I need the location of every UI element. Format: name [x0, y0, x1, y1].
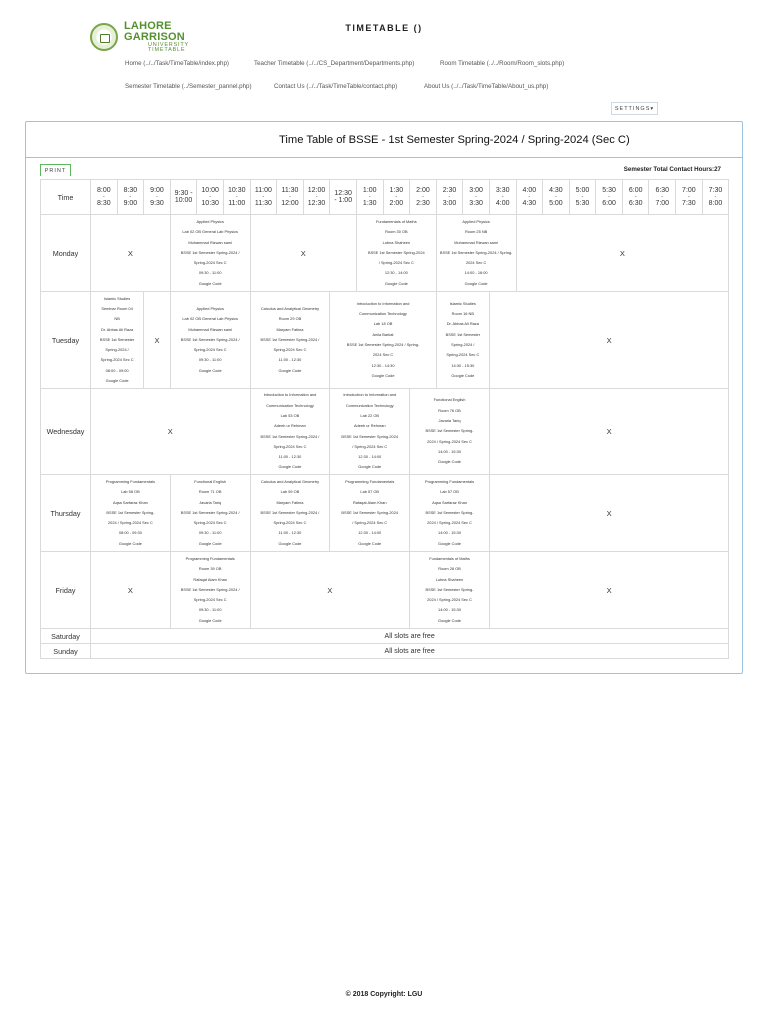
- google-code-link[interactable]: Google Code: [451, 372, 475, 378]
- day-label: Friday: [41, 552, 91, 629]
- class-detail-line: Introduction to Information and: [343, 392, 397, 398]
- class-detail-line: BSSE 1st Semester Spring-2024 /: [260, 509, 320, 515]
- class-detail-line: 12:30 - 14:00: [358, 530, 382, 536]
- day-label: Thursday: [41, 475, 91, 552]
- class-detail-line: / Spring-2024 Sec C: [352, 520, 388, 526]
- class-detail-line: Spring-2024 Sec C: [193, 597, 227, 603]
- class-detail-line: 2024 / Spring-2024 Sec C: [108, 520, 153, 526]
- google-code-link[interactable]: Google Code: [105, 378, 129, 384]
- class-detail-line: 2024 / Spring-2024 Sec C: [427, 438, 472, 444]
- class-session-cell[interactable]: [436, 292, 489, 389]
- class-detail-line: Islamic Studies: [449, 300, 476, 306]
- time-slot-header: 6:30 - 7:00: [649, 180, 676, 215]
- time-slot-header: 2:00 - 2:30: [410, 180, 437, 215]
- google-code-link[interactable]: Google Code: [198, 280, 222, 286]
- google-code-link[interactable]: Google Code: [438, 540, 461, 546]
- class-detail-line: Spring-2024 Sec C: [446, 352, 480, 358]
- class-detail-line: Rafaqat Alam Khan: [352, 499, 387, 505]
- time-slot-header: 11:30 - 12:00: [277, 180, 304, 215]
- logo-text: LAHORE GARRISON: [124, 19, 185, 43]
- class-detail-line: Applied Physics: [196, 305, 224, 311]
- class-detail-line: / Spring-2024 Sec C: [352, 443, 388, 449]
- class-detail-line: Rafaqat Alam Khan: [193, 576, 227, 582]
- class-detail-line: Functional English: [194, 478, 227, 484]
- empty-slot-cell: X: [91, 552, 171, 629]
- class-detail-line: Communication Technology: [266, 402, 314, 408]
- time-slot-header: 1:30 - 2:00: [383, 180, 410, 215]
- class-detail-line: BSSE 1st Semester Spring-2024 /: [260, 336, 320, 342]
- google-code-link[interactable]: Google Code: [278, 367, 302, 373]
- day-label: Saturday: [41, 629, 91, 644]
- time-slot-header: 8:00 - 8:30: [91, 180, 118, 215]
- class-detail-line: 2024 Sec C: [465, 260, 487, 266]
- class-detail-line: Lab 02 OB General Lab Physics: [182, 229, 238, 235]
- class-detail-line: 2024 Sec C: [372, 352, 394, 358]
- class-detail-line: 11:00 - 12:30: [278, 454, 302, 460]
- nav-contact-link[interactable]: Contact Us (../../Task/TimeTable/contact.php): [274, 83, 398, 90]
- class-detail-line: Dr. Abbas Ali Raza: [446, 321, 479, 327]
- class-detail-line: Spring-2024 Sec C: [193, 260, 227, 266]
- day-row-friday: [41, 552, 729, 629]
- class-detail-line: 09:30 - 11:00: [198, 530, 222, 536]
- class-detail-line: Aqsa Sarfaraz Khan: [112, 499, 148, 505]
- nav-menu: [0, 0, 768, 100]
- class-detail-line: Lab 18 OB: [373, 321, 393, 327]
- class-detail-line: 12:30 - 14:30: [371, 362, 395, 368]
- class-detail-line: 14:00 - 15:30: [438, 607, 461, 613]
- day-row-thursday: [41, 475, 729, 552]
- class-detail-line: BSSE 1st Semester Spring-2024 / Spring-: [346, 342, 420, 347]
- class-detail-line: 14:00 - 15:30: [438, 530, 461, 536]
- class-detail-line: 08:00 - 09:00: [105, 367, 129, 373]
- class-detail-line: Spring-2024 Sec C: [100, 357, 134, 363]
- day-row-saturday: [41, 629, 729, 644]
- class-detail-line: Fundamentals of Maths: [429, 555, 470, 561]
- class-detail-line: BSSE 1st Semester Spring-2024 /: [180, 509, 240, 515]
- class-detail-line: Programming Fundamentals: [345, 478, 395, 484]
- time-slot-header: 4:00 - 4:30: [516, 180, 543, 215]
- class-session-cell[interactable]: [170, 215, 250, 292]
- nav-room-timetable-link[interactable]: Room Timetable (../../Room/Room_slots.php): [440, 60, 565, 67]
- google-code-link[interactable]: Google Code: [278, 464, 302, 470]
- class-session-cell[interactable]: [330, 389, 410, 475]
- class-detail-line: Lubna Shaheen: [435, 576, 464, 582]
- class-session-cell[interactable]: [170, 292, 250, 389]
- day-label: Wednesday: [41, 389, 91, 475]
- class-detail-line: Spring-2024 Sec C: [273, 443, 307, 449]
- class-detail-line: 09:30 - 11:00: [198, 607, 222, 613]
- google-code-link[interactable]: Google Code: [438, 459, 461, 465]
- class-detail-line: Aqsa Sarfaraz Khan: [432, 499, 467, 505]
- panel-header: [26, 122, 742, 158]
- time-slot-header: 7:00 - 7:30: [676, 180, 703, 215]
- class-detail-line: Room 29 OB: [278, 316, 302, 322]
- class-detail-line: Muhammad Rizwan sami: [454, 239, 498, 245]
- class-detail-line: NB: [114, 316, 120, 322]
- time-slot-header: 5:30 - 6:00: [596, 180, 623, 215]
- class-detail-line: BSSE 1st Semester Spring-: [425, 428, 474, 434]
- google-code-link[interactable]: Google Code: [438, 617, 461, 623]
- class-detail-line: Spring-2024 Sec C: [193, 347, 227, 353]
- class-detail-line: Room 25 NB: [464, 229, 488, 235]
- class-detail-line: Spring-2024 Sec C: [193, 520, 227, 526]
- class-detail-line: Calculus and Analytical Geometry: [260, 478, 320, 484]
- class-detail-line: Introduction to Information and: [356, 300, 410, 306]
- class-detail-line: BSSE 1st Semester Spring-2024 / Spring-: [439, 249, 513, 255]
- time-slot-header: 10:30 - 11:00: [223, 180, 250, 215]
- class-detail-line: 08:00 - 09:30: [118, 530, 142, 536]
- class-session-cell[interactable]: [250, 292, 330, 389]
- class-detail-line: Room 39 OB: [198, 566, 222, 572]
- class-detail-line: 09:30 - 11:00: [198, 270, 222, 276]
- time-slot-header: 12:00 - 12:30: [303, 180, 330, 215]
- logo-subtext: UNIVERSITY TIMETABLE: [148, 41, 189, 53]
- nav-about-link[interactable]: About Us (../../Task/TimeTable/About_us.php): [424, 83, 549, 90]
- timetable-panel: [25, 121, 743, 674]
- class-detail-line: BSSE 1st Semester: [99, 336, 135, 342]
- google-code-link[interactable]: Google Code: [198, 367, 222, 373]
- day-row-monday: [41, 215, 729, 292]
- time-slot-header: 4:30 - 5:00: [543, 180, 570, 215]
- time-slot-header: 9:00 - 9:30: [144, 180, 171, 215]
- class-detail-line: Lab 59 OB: [280, 489, 300, 495]
- class-detail-line: Islamic Studies: [104, 295, 131, 301]
- class-detail-line: 09:30 - 11:00: [198, 357, 222, 363]
- empty-slot-cell: X: [250, 215, 356, 292]
- google-code-link[interactable]: Google Code: [198, 617, 222, 623]
- class-detail-line: Programming Fundamentals: [105, 478, 155, 484]
- day-label: Sunday: [41, 644, 91, 659]
- free-slots-cell: All slots are free: [91, 644, 729, 659]
- time-slot-header: 8:30 - 9:00: [117, 180, 144, 215]
- class-detail-line: 14:30 - 15:30: [451, 362, 475, 368]
- class-detail-line: Maryam Fatima: [276, 499, 304, 505]
- google-code-link[interactable]: Google Code: [278, 540, 302, 546]
- class-session-cell[interactable]: [250, 389, 330, 475]
- class-session-cell[interactable]: [410, 389, 490, 475]
- free-slots-cell: All slots are free: [91, 629, 729, 644]
- time-slot-header: 10:00 - 10:30: [197, 180, 224, 215]
- class-detail-line: Lab 53 OB: [280, 412, 300, 418]
- contact-hours: Semester Total Contact Hours:27: [623, 166, 721, 173]
- class-detail-line: Applied Physics: [196, 218, 224, 224]
- class-session-cell[interactable]: [91, 292, 144, 389]
- class-detail-line: Seminar Room 04: [101, 305, 133, 311]
- day-row-wednesday: [41, 389, 729, 475]
- class-detail-line: 14:00 - 16:00: [464, 270, 488, 276]
- google-code-link[interactable]: Google Code: [371, 372, 395, 378]
- class-detail-line: BSSE 1st Semester Spring-: [425, 509, 474, 515]
- empty-slot-cell: X: [250, 552, 410, 629]
- google-code-link[interactable]: Google Code: [198, 540, 222, 546]
- class-session-cell[interactable]: [436, 215, 516, 292]
- google-code-link[interactable]: Google Code: [464, 280, 488, 286]
- class-session-cell[interactable]: [410, 475, 490, 552]
- class-detail-line: 12:30 - 14:00: [358, 454, 382, 460]
- class-detail-line: 14:00 - 15:30: [438, 448, 461, 454]
- day-row-tuesday: [41, 292, 729, 389]
- class-detail-line: 11:00 - 12:30: [278, 530, 302, 536]
- class-detail-line: Calculus and Analytical Geometry: [260, 305, 320, 311]
- class-detail-line: Spring-2024 Sec C: [273, 347, 307, 353]
- class-detail-line: BSSE 1st Semester Spring-2024: [341, 509, 399, 515]
- empty-slot-cell: X: [489, 292, 728, 389]
- class-session-cell[interactable]: [356, 215, 436, 292]
- time-slot-header: 11:00 - 11:30: [250, 180, 277, 215]
- time-slot-header: 12:30 - 1:00: [330, 180, 357, 215]
- empty-slot-cell: X: [91, 215, 171, 292]
- class-session-cell[interactable]: [170, 552, 250, 629]
- time-slot-header: 7:30 - 8:00: [702, 180, 729, 215]
- class-detail-line: Spring-2024 /: [105, 347, 129, 353]
- timetable-title: Time Table of BSSE - 1st Semester Spring-2024 / Spring-2024 (Sec C): [279, 134, 630, 146]
- google-code-link[interactable]: Google Code: [384, 280, 408, 286]
- day-label: Tuesday: [41, 292, 91, 389]
- class-detail-line: BSSE 1st Semester Spring-2024: [341, 433, 399, 439]
- class-detail-line: Communication Technology: [359, 311, 407, 317]
- time-slot-header: 6:00 - 6:30: [622, 180, 649, 215]
- time-slot-header: 3:00 - 3:30: [463, 180, 490, 215]
- empty-slot-cell: X: [489, 389, 728, 475]
- nav-semester-timetable-link[interactable]: Semester Timetable (../Semester_pannel.php): [125, 83, 252, 90]
- class-detail-line: Muhammad Rizwan sami: [188, 239, 233, 245]
- class-detail-line: Lab 22 OB: [360, 412, 380, 418]
- class-detail-line: BSSE 1st Semester Spring-2024 /: [180, 336, 240, 342]
- class-detail-line: Spring-2024 /: [451, 342, 475, 347]
- settings-dropdown[interactable]: SETTINGS▾: [611, 102, 658, 115]
- time-slot-header: 5:00 - 5:30: [569, 180, 596, 215]
- time-slot-header: 2:30 - 3:00: [436, 180, 463, 215]
- timetable-grid: [40, 179, 729, 659]
- class-detail-line: Javaria Tariq: [438, 418, 461, 424]
- class-session-cell[interactable]: [250, 475, 330, 552]
- class-detail-line: 12:30 - 14:00: [384, 270, 408, 276]
- google-code-link[interactable]: Google Code: [118, 540, 142, 546]
- class-detail-line: Applied Physics: [462, 218, 490, 224]
- class-detail-line: Lubna Shaheen: [382, 239, 411, 245]
- class-detail-line: Programming Fundamentals: [424, 478, 475, 484]
- class-session-cell[interactable]: [410, 552, 490, 629]
- empty-slot-cell: X: [144, 292, 171, 389]
- class-detail-line: BSSE 1st Semester Spring-: [425, 586, 474, 592]
- empty-slot-cell: X: [516, 215, 729, 292]
- class-detail-line: 2024 / Spring-2024 Sec C: [427, 597, 472, 603]
- class-detail-line: Adeeb ur Rehman: [274, 423, 306, 429]
- class-detail-line: Communication Technology: [345, 402, 394, 408]
- nav-home-link[interactable]: Home (../../Task/TimeTable/index.php): [125, 60, 229, 67]
- class-detail-line: / Spring-2024 Sec C: [378, 260, 414, 266]
- class-detail-line: Introduction to Information and: [263, 392, 317, 398]
- class-detail-line: BSSE 1st Semester Spring-2024: [367, 249, 425, 255]
- time-slot-header: 9:30 - 10:00: [170, 180, 197, 215]
- class-session-cell[interactable]: [170, 475, 250, 552]
- class-detail-line: Room 16 NB: [451, 311, 474, 317]
- class-detail-line: BSSE 1st Semester Spring-: [106, 509, 155, 515]
- class-detail-line: Maryam Fatima: [276, 326, 304, 332]
- class-detail-line: 2024 / Spring-2024 Sec C: [427, 520, 472, 526]
- class-detail-line: BSSE 1st Semester Spring-2024 /: [180, 586, 240, 592]
- day-label: Monday: [41, 215, 91, 292]
- class-session-cell[interactable]: [91, 475, 171, 552]
- empty-slot-cell: X: [91, 389, 251, 475]
- class-detail-line: Lab 02 OB General Lab Physics: [182, 316, 238, 322]
- class-detail-line: BSSE 1st Semester Spring-2024 /: [180, 249, 240, 255]
- class-detail-line: Room 71 OB: [198, 489, 222, 495]
- print-button[interactable]: PRINT: [40, 164, 71, 176]
- class-detail-line: Lab 57 OB: [440, 489, 459, 495]
- google-code-link[interactable]: Google Code: [358, 464, 382, 470]
- class-session-cell[interactable]: [330, 475, 410, 552]
- class-detail-line: Anila Barkat: [372, 331, 394, 337]
- class-detail-line: Javaria Tariq: [199, 499, 222, 505]
- page-title: TIMETABLE (): [345, 23, 423, 33]
- class-detail-line: Room 28 OB: [438, 566, 461, 572]
- class-detail-line: BSSE 1st Semester Spring-2024 /: [260, 433, 320, 439]
- footer-copyright: © 2018 Copyright: LGU: [345, 991, 423, 998]
- class-detail-line: Spring-2024 Sec C: [273, 520, 307, 526]
- class-session-cell[interactable]: [330, 292, 436, 389]
- class-detail-line: 11:00 - 12:30: [278, 357, 302, 363]
- class-detail-line: Fundamentals of Maths: [376, 218, 417, 224]
- class-detail-line: Room 30 OB: [385, 229, 408, 235]
- class-detail-line: Functional English: [433, 397, 466, 403]
- class-detail-line: Muhammad Rizwan sami: [188, 326, 233, 332]
- class-detail-line: Lab 58 OB: [121, 489, 140, 495]
- class-detail-line: Room 76 OB: [438, 407, 461, 413]
- time-slot-header: 1:00 - 1:30: [356, 180, 383, 215]
- google-code-link[interactable]: Google Code: [358, 540, 382, 546]
- class-detail-line: Programming Fundamentals: [185, 555, 235, 561]
- class-detail-line: Dr. Abbas Ali Raza: [100, 326, 134, 332]
- class-detail-line: Lab 57 OB: [360, 489, 380, 495]
- day-row-sunday: [41, 644, 729, 659]
- time-header-label: Time: [41, 180, 91, 215]
- empty-slot-cell: X: [489, 475, 728, 552]
- time-slot-header: 3:30 - 4:00: [489, 180, 516, 215]
- class-detail-line: Adeeb ur Rehman: [353, 423, 386, 429]
- empty-slot-cell: X: [489, 552, 728, 629]
- time-header-row: [41, 180, 729, 215]
- nav-teacher-timetable-link[interactable]: Teacher Timetable (../../CS_Department/Departments.php): [254, 60, 415, 67]
- class-detail-line: BSSE 1st Semester: [445, 331, 480, 337]
